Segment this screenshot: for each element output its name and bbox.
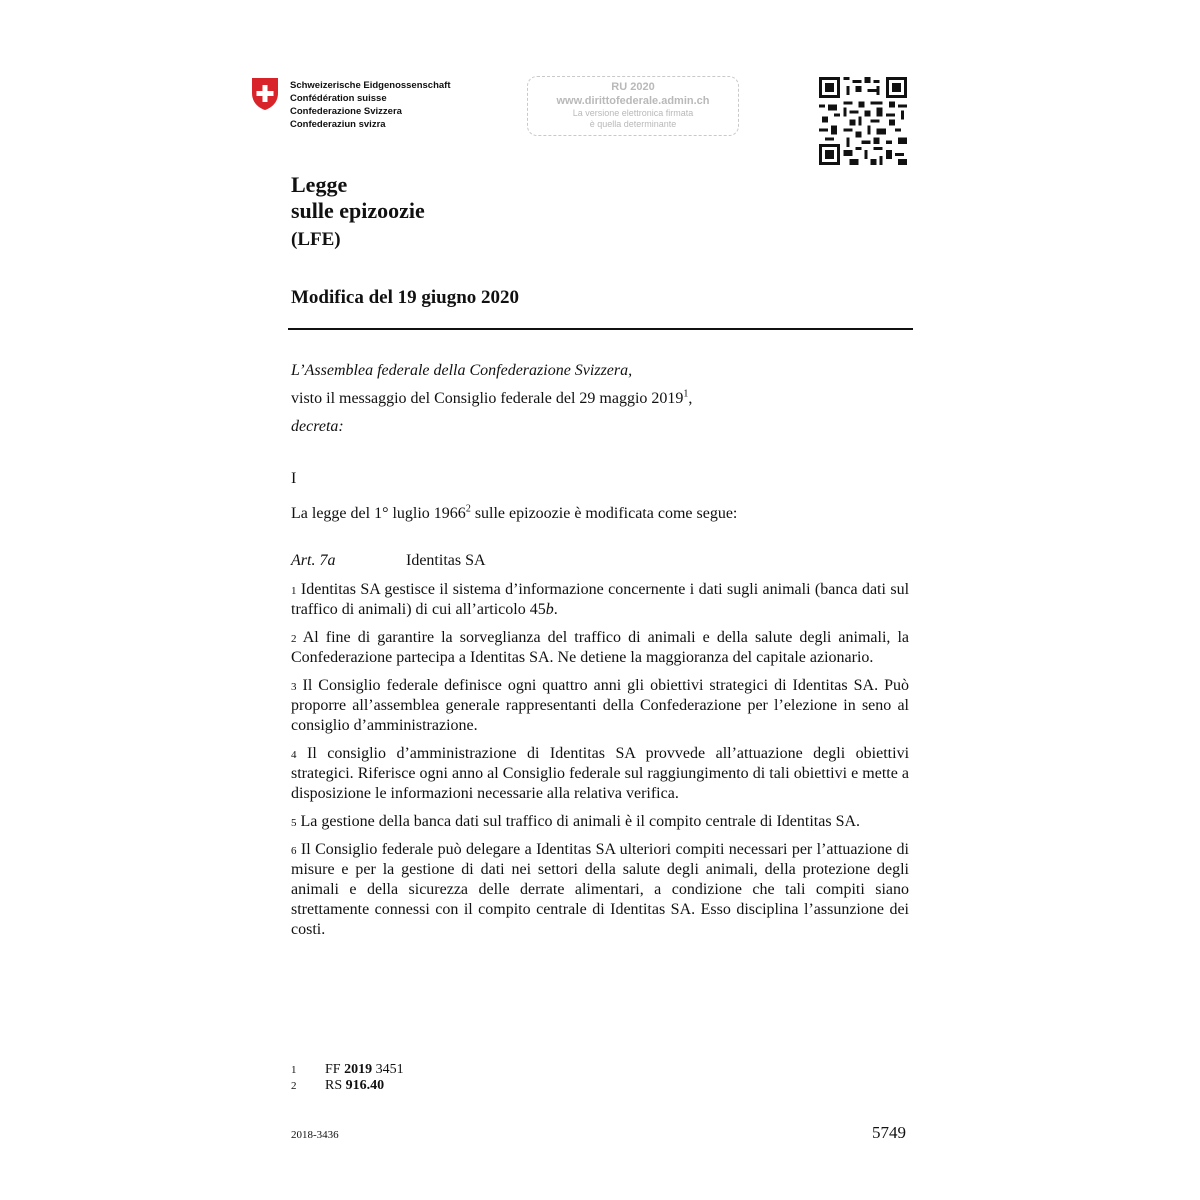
- confed-name-it: Confederazione Svizzera: [290, 106, 402, 117]
- footnote: [291, 1062, 404, 1078]
- paragraph-number: 6: [291, 845, 297, 857]
- official-stamp: [527, 76, 739, 136]
- paragraph-text: Il Consiglio federale può delegare a Identitas SA ulteriori compiti necessari per l’attuazione di misure e per la gestione di dati nei settori della salute degli animali, della protezione degli animali e della sicurezza delle derrate alimentari, a condizione che tali compiti siano strettamente connessi con il compito centrale di Identitas SA. Esso disciplina l’assunzione dei costi.: [291, 841, 910, 938]
- confederation-names: [290, 79, 451, 131]
- title-line-2: sulle epizoozie: [291, 198, 425, 223]
- paragraph-text: Al fine di garantire la sorveglianza del traffico di animali e della salute degli animali, la Confederazione partecipa a Identitas SA. Ne detiene la maggioranza del capitale azionario.: [291, 629, 909, 666]
- footnote: [291, 1078, 404, 1094]
- article-paragraph: [291, 840, 909, 940]
- stamp-line-3: La versione elettronica firmata: [572, 108, 694, 118]
- footnote-number: 2: [291, 1080, 297, 1092]
- footnote-rs-number: 916.40: [345, 1078, 385, 1093]
- footnote-text: [325, 1062, 404, 1078]
- footnote-ref-2[interactable]: 2: [465, 503, 471, 515]
- page-number: 5749: [872, 1123, 906, 1142]
- footnote-prefix: RS: [325, 1078, 346, 1093]
- title-abbreviation: (LFE): [291, 229, 341, 250]
- stamp-line-4: è quella determinante: [589, 119, 677, 129]
- confed-name-de: Schweizerische Eidgenossenschaft: [290, 80, 451, 91]
- paragraph-number: 1: [291, 585, 297, 597]
- preamble-assembly: L’Assemblea federale della Confederazione Svizzera,: [291, 362, 633, 379]
- qr-code-icon: [819, 77, 907, 165]
- paragraph-number: 2: [291, 633, 297, 645]
- preamble-visto-text: visto il messaggio del Consiglio federale del 29 maggio 2019: [291, 390, 684, 407]
- preamble: [291, 361, 909, 445]
- article-paragraph: [291, 744, 909, 804]
- footnote-year: 2019: [344, 1062, 373, 1077]
- preamble-decreta: decreta:: [291, 418, 344, 435]
- swiss-coat-of-arms-icon: [251, 77, 279, 111]
- footnote-prefix: FF: [325, 1062, 345, 1077]
- title-line-1: Legge: [291, 172, 348, 197]
- article-heading: [291, 552, 486, 570]
- preamble-visto-end: ,: [688, 390, 693, 407]
- lead-post: sulle epizoozie è modificata come segue:: [470, 505, 738, 522]
- paragraph-number: 3: [291, 681, 297, 693]
- paragraph-text: Il consiglio d’amministrazione di Identitas SA provvede all’attuazione degli obiettivi strategici. Riferisce ogni anno al Consiglio federale sul raggiungimento di tali obiettivi e mette a disposizione le informazioni necessarie alla relativa verifica.: [291, 745, 910, 802]
- article-number: Art. 7a: [291, 552, 336, 569]
- paragraph-number: 4: [291, 749, 297, 761]
- paragraph-tail: .: [553, 601, 558, 618]
- amendment-lead: [291, 505, 737, 523]
- paragraph-text: La gestione della banca dati sul traffico di animali è il compito centrale di Identitas SA.: [300, 813, 861, 830]
- article-paragraph: [291, 628, 909, 668]
- article-paragraph: [291, 580, 909, 620]
- section-number: I: [291, 470, 297, 487]
- stamp-line-1: RU 2020: [611, 81, 655, 93]
- footnote-ref-1[interactable]: 1: [683, 388, 689, 400]
- stamp-line-2: www.dirittofederale.admin.ch: [556, 95, 710, 107]
- document-title: [291, 172, 425, 256]
- preamble-visto: [291, 389, 909, 409]
- paragraph-tail-italic: b: [545, 601, 554, 618]
- footnotes: [291, 1062, 404, 1094]
- amendment-date: Modifica del 19 giugno 2020: [291, 287, 520, 308]
- lead-pre: La legge del 1° luglio 1966: [291, 505, 466, 522]
- article-paragraph: [291, 676, 909, 736]
- paragraph-text: Identitas SA gestisce il sistema d’informazione concernente i dati sugli animali (banca dati sul traffico di animali) di cui all’articolo 45: [291, 581, 910, 618]
- confed-name-fr: Confédération suisse: [290, 93, 387, 104]
- paragraph-text: Il Consiglio federale definisce ogni quattro anni gli obiettivi strategici di Identitas SA. Può proporre all’assemblea generale rappresentanti della Confederazione per l’elezione in seno al consiglio d’amministrazione.: [291, 677, 910, 734]
- article-paragraphs: [291, 580, 909, 948]
- footnote-page: 3451: [372, 1062, 404, 1077]
- footnote-text: [325, 1078, 384, 1094]
- document-number: 2018-3436: [291, 1129, 339, 1141]
- confed-name-rm: Confederaziun svizra: [290, 119, 386, 130]
- title-divider: [288, 328, 913, 330]
- article-paragraph: [291, 812, 909, 832]
- paragraph-number: 5: [291, 817, 297, 829]
- article-title: Identitas SA: [406, 552, 486, 569]
- footnote-number: 1: [291, 1064, 297, 1076]
